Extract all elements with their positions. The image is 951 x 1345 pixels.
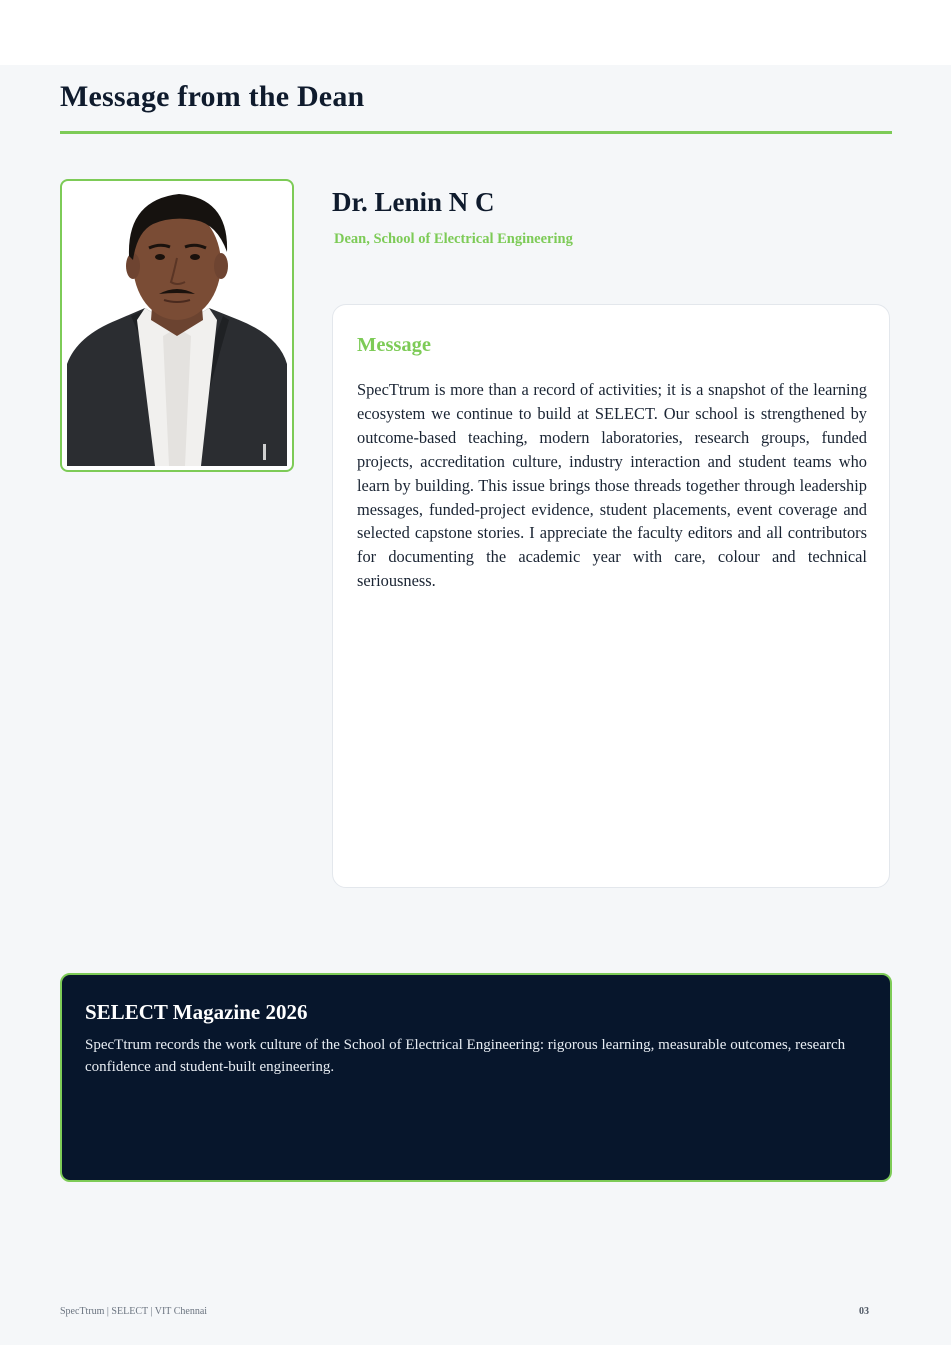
banner-text: SpecTtrum records the work culture of the School of Electrical Engineering: rigorous learning, measurable outcomes, research confidence and student-built engineering. — [85, 1037, 846, 1075]
banner-title: SELECT Magazine 2026 — [85, 1000, 308, 1024]
dean-name: Dr. Lenin N C — [332, 187, 495, 217]
page-title: Message from the Dean — [60, 80, 365, 113]
message-heading: Message — [357, 334, 432, 356]
message-body: SpecTtrum is more than a record of activities; it is a snapshot of the learning ecosystem we continue to build at SELECT. Our school is strengthened by outcome-based teaching, modern laboratories, research groups, funded projects, accreditation culture, industry interaction and student teams who learn by building. This issue brings those threads together through leadership messages, funded-project evidence, student placements, event coverage and selected capstone stories. I appreciate the faculty editors and all contributors for documenting the academic year with care, colour and technical seriousness. — [357, 380, 867, 591]
footer-page-number: 03 — [859, 1306, 869, 1317]
dean-role: Dean, School of Electrical Engineering — [334, 231, 573, 247]
dean-portrait-photo — [67, 186, 287, 466]
magazine-banner — [60, 973, 892, 1182]
footer-publication: SpecTtrum | SELECT | VIT Chennai — [60, 1306, 208, 1317]
dean-portrait-illustration — [67, 186, 287, 466]
title-divider — [60, 131, 892, 134]
dean-portrait-frame — [60, 179, 294, 472]
message-card — [332, 304, 890, 888]
